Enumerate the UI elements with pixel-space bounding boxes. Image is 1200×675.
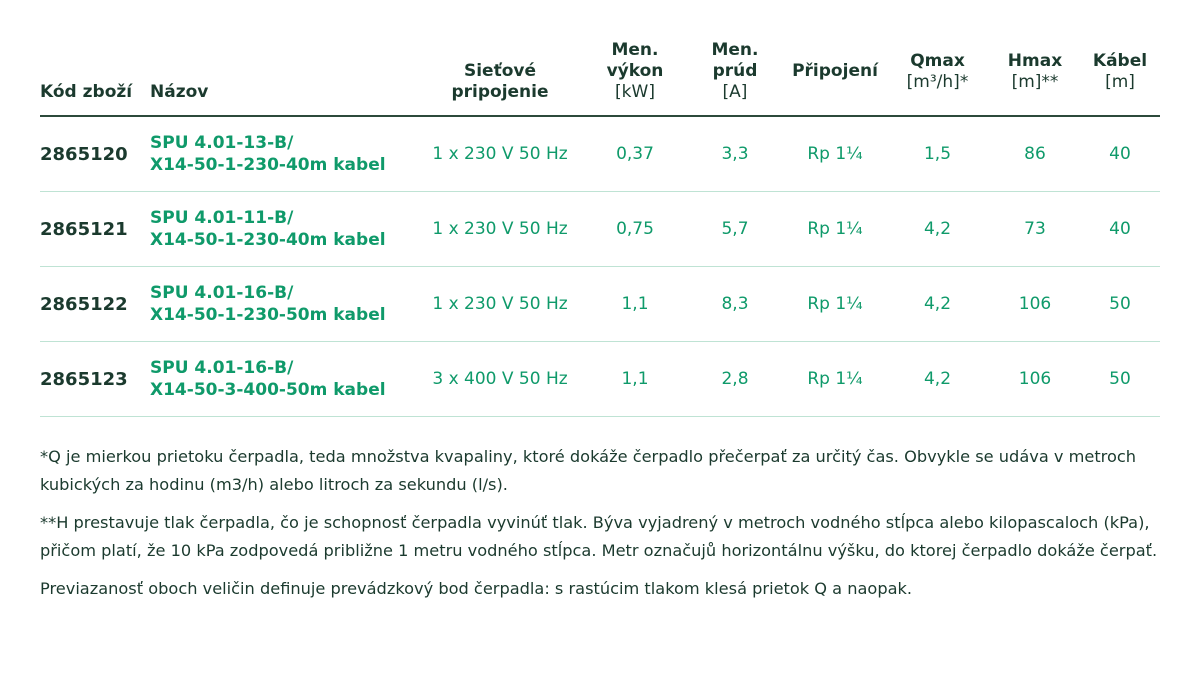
hmax-cell: 106 <box>990 267 1080 342</box>
header-current: Men. prúd [A] <box>685 40 785 116</box>
qmax-cell: 1,5 <box>885 116 990 192</box>
supply-cell: 1 x 230 V 50 Hz <box>415 116 585 192</box>
table-row <box>40 192 1160 267</box>
cable-cell: 40 <box>1080 192 1160 267</box>
header-connection: Připojení <box>785 40 885 116</box>
connection-cell: Rp 1¼ <box>785 267 885 342</box>
header-name: Názov <box>150 40 415 116</box>
table-row <box>40 342 1160 417</box>
supply-cell: 1 x 230 V 50 Hz <box>415 267 585 342</box>
current-cell: 3,3 <box>685 116 785 192</box>
connection-cell: Rp 1¼ <box>785 342 885 417</box>
power-cell: 0,37 <box>585 116 685 192</box>
power-cell: 1,1 <box>585 267 685 342</box>
relation-footnote: Previazanosť oboch veličin definuje prevádzkový bod čerpadla: s rastúcim tlakom klesá prietok Q a naopak. <box>40 579 913 598</box>
power-cell: 1,1 <box>585 342 685 417</box>
table-header-row <box>40 40 1160 116</box>
pump-spec-table <box>40 40 1160 417</box>
product-code: 2865122 <box>40 267 150 342</box>
hmax-cell: 73 <box>990 192 1080 267</box>
hmax-cell: 106 <box>990 342 1080 417</box>
current-cell: 5,7 <box>685 192 785 267</box>
product-code: 2865121 <box>40 192 150 267</box>
connection-cell: Rp 1¼ <box>785 192 885 267</box>
footnotes <box>40 443 1160 613</box>
supply-cell: 1 x 230 V 50 Hz <box>415 192 585 267</box>
header-qmax: Qmax [m³/h]* <box>885 40 990 116</box>
h-footnote: **H prestavuje tlak čerpadla, čo je schopnosť čerpadla vyvinúť tlak. Býva vyjadrený v metroch vodného stĺpca alebo kilopascaloch (kPa), přičom platí, že 10 kPa zodpovedá približne 1 metru vodného stĺpca. Metr označujů horizontálnu výšku, do ktorej čerpadlo dokáže čerpať. <box>40 513 1158 560</box>
current-cell: 8,3 <box>685 267 785 342</box>
product-name[interactable]: SPU 4.01-11-B/ X14-50-1-230-40m kabel <box>150 192 415 267</box>
product-name[interactable]: SPU 4.01-16-B/ X14-50-1-230-50m kabel <box>150 267 415 342</box>
q-footnote: *Q je mierkou prietoku čerpadla, teda množstva kvapaliny, ktoré dokáže čerpadlo přečerpať za určitý čas. Obvykle se udáva v metroch kubických za hodinu (m3/h) alebo litroch za sekundu (l/s). <box>40 447 1137 494</box>
power-cell: 0,75 <box>585 192 685 267</box>
header-code: Kód zboží <box>40 40 150 116</box>
qmax-cell: 4,2 <box>885 192 990 267</box>
table-row <box>40 116 1160 192</box>
cable-cell: 50 <box>1080 342 1160 417</box>
cable-cell: 40 <box>1080 116 1160 192</box>
hmax-cell: 86 <box>990 116 1080 192</box>
header-cable: Kábel [m] <box>1080 40 1160 116</box>
current-cell: 2,8 <box>685 342 785 417</box>
table-row <box>40 267 1160 342</box>
header-hmax: Hmax [m]** <box>990 40 1080 116</box>
supply-cell: 3 x 400 V 50 Hz <box>415 342 585 417</box>
header-supply: Sieťové pripojenie <box>415 40 585 116</box>
qmax-cell: 4,2 <box>885 267 990 342</box>
product-name[interactable]: SPU 4.01-13-B/ X14-50-1-230-40m kabel <box>150 116 415 192</box>
product-name[interactable]: SPU 4.01-16-B/ X14-50-3-400-50m kabel <box>150 342 415 417</box>
header-power: Men. výkon [kW] <box>585 40 685 116</box>
connection-cell: Rp 1¼ <box>785 116 885 192</box>
product-code: 2865120 <box>40 116 150 192</box>
product-code: 2865123 <box>40 342 150 417</box>
qmax-cell: 4,2 <box>885 342 990 417</box>
cable-cell: 50 <box>1080 267 1160 342</box>
